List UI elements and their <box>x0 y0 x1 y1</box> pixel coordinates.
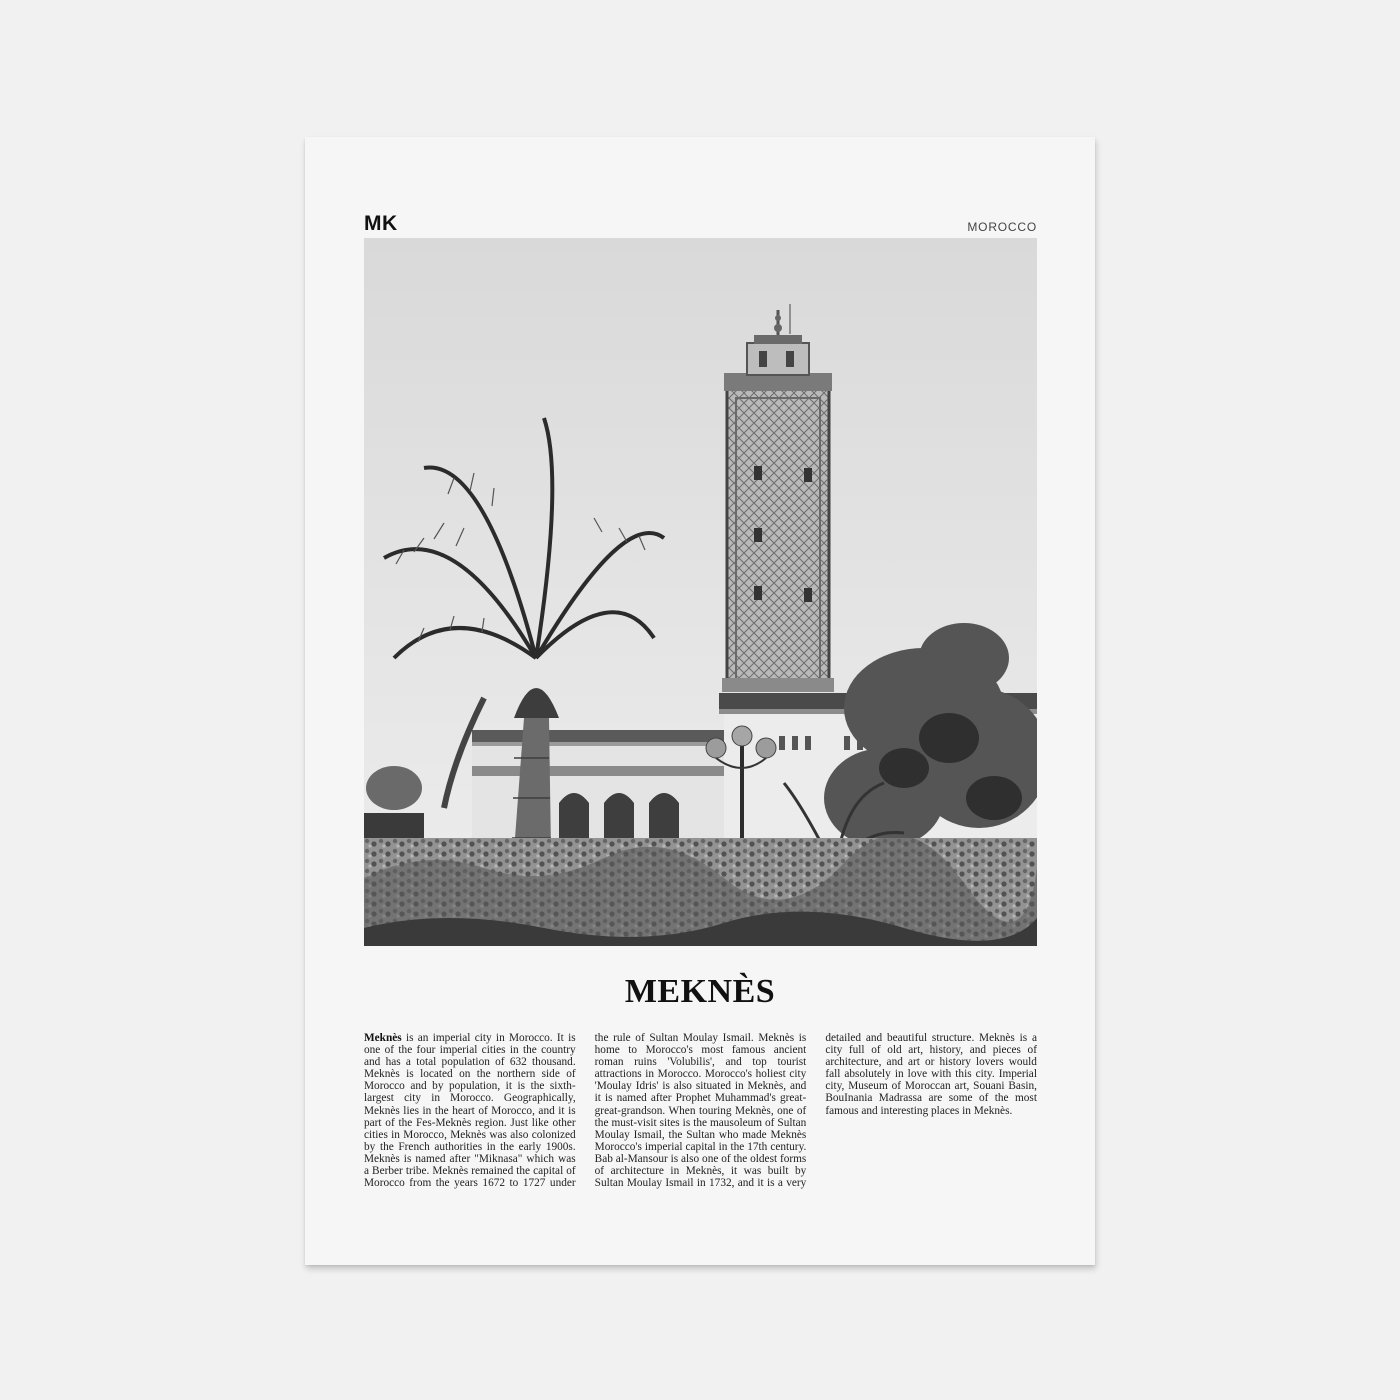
country-label: MOROCCO <box>967 220 1037 234</box>
minaret-photo <box>364 238 1037 946</box>
poster <box>305 137 1095 1265</box>
description-body: is an imperial city in Morocco. It is one of the four imperial cities in the country and has a total population of 632 thousand. Meknès is located on the northern side of Morocco and by population, it is the sixth-largest city in Morocco. Geographically, Meknès lies in the heart of Morocco, and it is part of the Fes-Meknès region. Just like other cities in Morocco, Meknès was also colonized by the French authorities in the early 1900s. Meknès is named after "Miknasa" which was a Berber tribe. Meknès remained the capital of Morocco from the years 1672 to 1727 under the rule of Sultan Moulay Ismail. Meknès is home to Morocco's most famous ancient roman ruins 'Volubilis', and top tourist attractions in Morocco. Morocco's holiest city 'Moulay Idris' is also situated in Meknès, and it is named after Prophet Muhammad's great-great-grandson. When touring Meknès, one of the must-visit sites is the mausoleum of Sultan Moulay Ismail, the Sultan who made Meknès Morocco's imperial capital in the 17th century. Bab al-Mansour is also one of the oldest forms of architecture in Meknès, it was built by Sultan Moulay Ismail in 1732, and it is a very detailed and beautiful structure. Meknès is a city full of old art, history, and pieces of architecture, and art or history lovers would fall absolutely in love with this city. Imperial city, Museum of Moroccan art, Souani Basin, BouInania Madrassa are some of the most famous and interesting places in Meknès. <box>364 1032 1037 1190</box>
city-description <box>364 1032 1037 1192</box>
city-code: MK <box>364 212 398 235</box>
city-title: MEKNÈS <box>624 973 776 1010</box>
description-lead: Meknès <box>364 1032 402 1044</box>
